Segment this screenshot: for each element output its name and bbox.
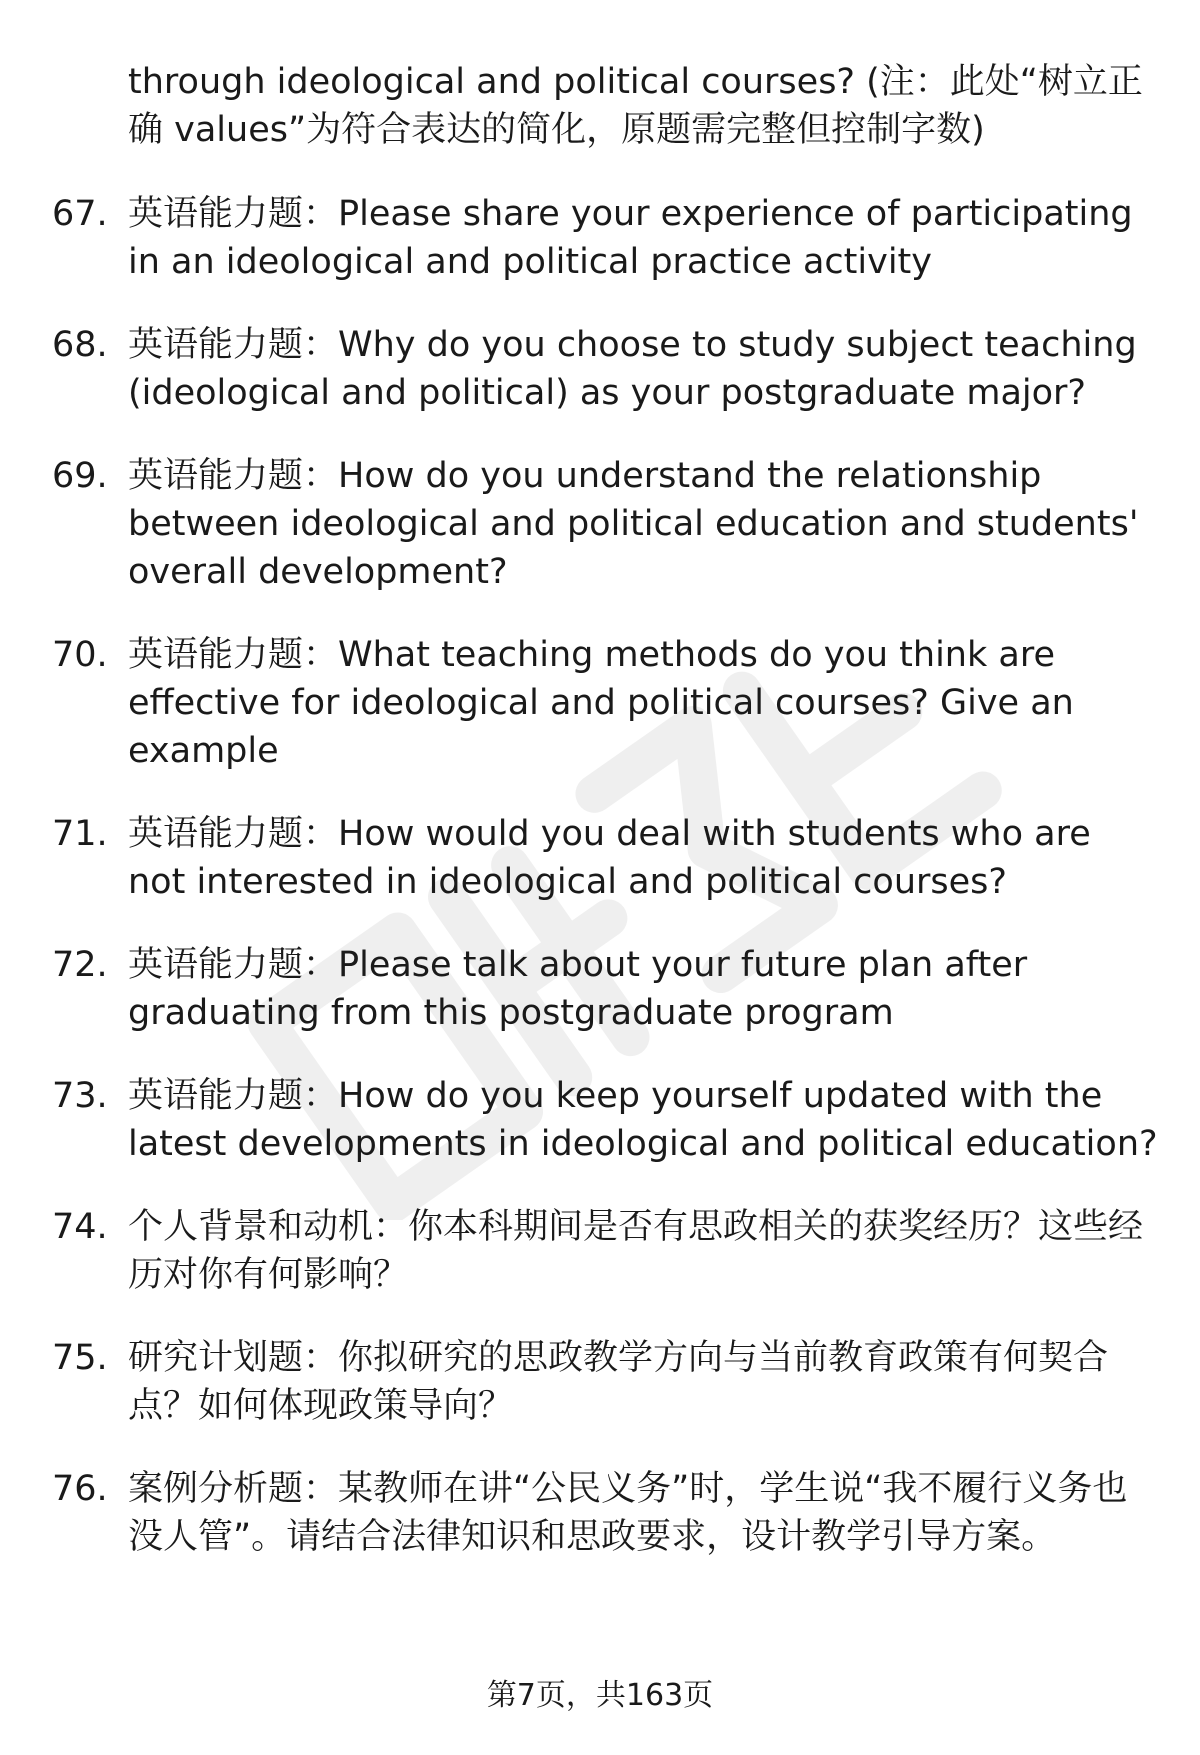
- question-number: 69.: [52, 456, 108, 496]
- question-text: 案例分析题：某教师在讲“公民义务”时，学生说“我不履行义务也没人管”。请结合法律知识和思政要求，设计教学引导方案。: [128, 1469, 1128, 1557]
- list-item: [0, 1072, 1200, 1168]
- list-item: [0, 190, 1200, 286]
- question-text: 英语能力题：How do you keep yourself updated with the latest developments in ideological and political education?: [128, 1076, 1158, 1164]
- question-number: 75.: [52, 1338, 108, 1378]
- list-item: [0, 1203, 1200, 1299]
- question-number: 68.: [52, 325, 108, 365]
- question-number: 72.: [52, 945, 108, 985]
- list-item: [0, 321, 1200, 417]
- list-item: [0, 1334, 1200, 1430]
- question-continuation-text: through ideological and political courses? (注：此处“树立正确 values”为符合表达的简化，原题需完整但控制字数): [128, 62, 1143, 150]
- question-text: 英语能力题：Please share your experience of participating in an ideological and political practice activity: [128, 194, 1133, 282]
- question-number: 71.: [52, 814, 108, 854]
- question-number: 67.: [52, 194, 108, 234]
- question-text: 英语能力题：Please talk about your future plan after graduating from this postgraduate program: [128, 945, 1028, 1033]
- question-text: 研究计划题：你拟研究的思政教学方向与当前教育政策有何契合点？如何体现政策导向？: [128, 1338, 1109, 1426]
- question-list: [0, 190, 1200, 1596]
- list-item: [0, 941, 1200, 1037]
- question-text: 个人背景和动机：你本科期间是否有思政相关的获奖经历？这些经历对你有何影响？: [128, 1207, 1144, 1295]
- question-text: 英语能力题：What teaching methods do you think are effective for ideological and political courses? Give an example: [128, 635, 1074, 771]
- question-number: 70.: [52, 635, 108, 675]
- question-number: 76.: [52, 1469, 108, 1509]
- question-number: 73.: [52, 1076, 108, 1116]
- list-item: [0, 631, 1200, 775]
- question-text: 英语能力题：How would you deal with students who are not interested in ideological and political courses?: [128, 814, 1091, 902]
- list-item: [0, 1465, 1200, 1561]
- question-number: 74.: [52, 1207, 108, 1247]
- question-text: 英语能力题：Why do you choose to study subject teaching (ideological and political) as your postgraduate major?: [128, 325, 1137, 413]
- page-number-footer: 第7页，共163页: [486, 1678, 714, 1713]
- question-text: 英语能力题：How do you understand the relationship between ideological and political education and students' overall development?: [128, 456, 1139, 592]
- list-item: [0, 810, 1200, 906]
- list-item: [0, 452, 1200, 596]
